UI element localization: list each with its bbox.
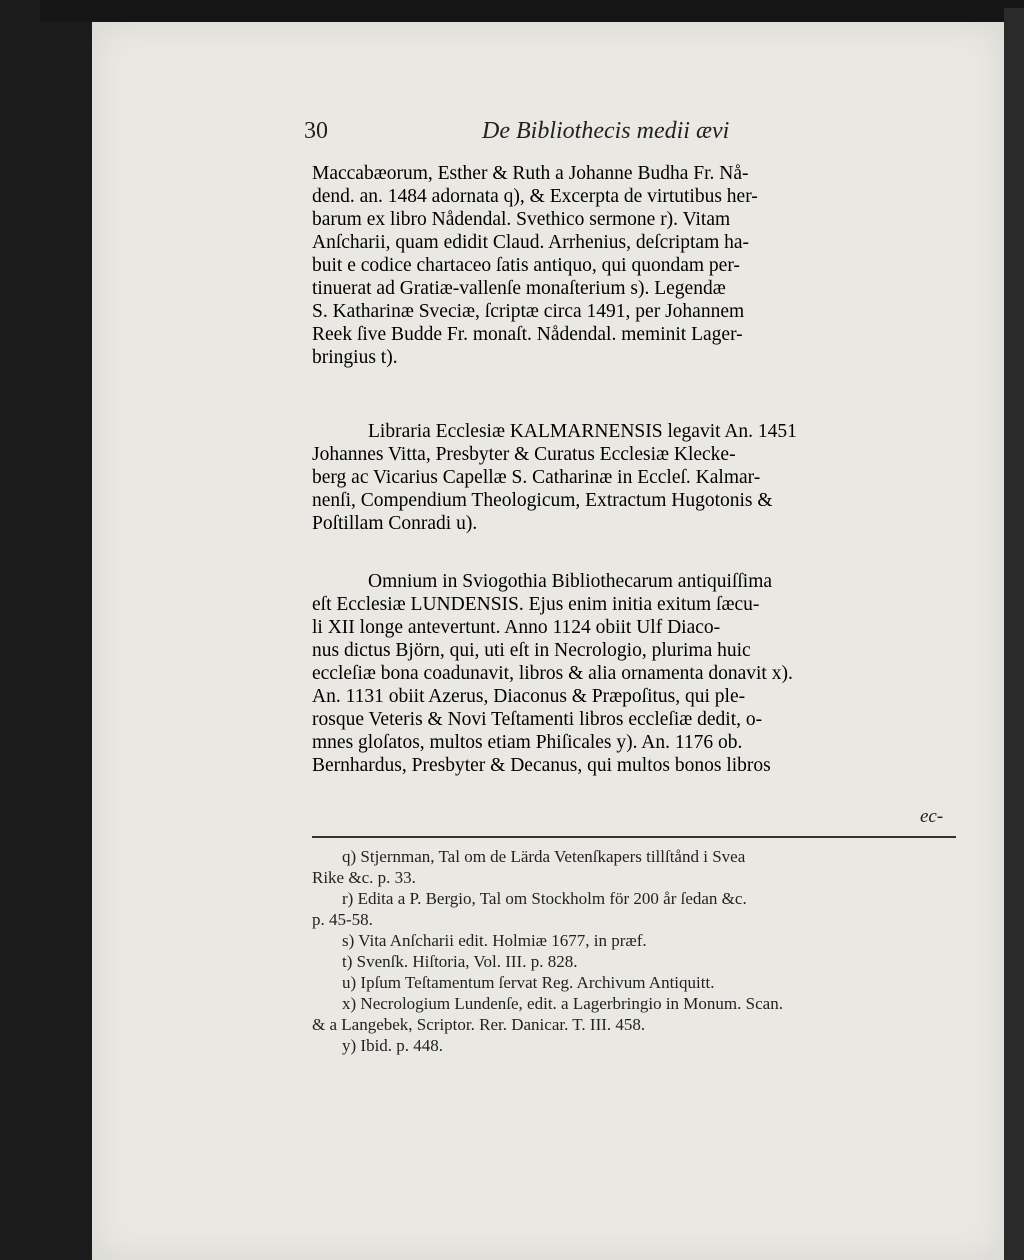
text-line: Reek ſive Budde Fr. monaſt. Nådendal. meminit Lager- (312, 324, 743, 345)
text-line: Johannes Vitta, Presbyter & Curatus Ecclesiæ Klecke- (312, 444, 736, 465)
catchword: ec- (920, 806, 944, 827)
footnote: u) Ipſum Teſtamentum ſervat Reg. Archivum Antiquitt. (342, 973, 715, 992)
footnote: q) Stjernman, Tal om de Lärda Vetenſkapers tillſtånd i Svea (342, 847, 746, 866)
text-line: An. 1131 obiit Azerus, Diaconus & Præpoſitus, qui ple- (312, 686, 746, 707)
paragraph-1 (312, 162, 952, 369)
text-line: Poſtillam Conradi u). (312, 513, 478, 534)
text-line: li XII longe antevertunt. Anno 1124 obiit Ulf Diaco- (312, 617, 721, 638)
text-line: barum ex libro Nådendal. Svethico sermone r). Vitam (312, 209, 731, 230)
footnote: y) Ibid. p. 448. (342, 1036, 444, 1055)
scanner-edge (40, 0, 1024, 22)
text-line: S. Katharinæ Sveciæ, ſcriptæ circa 1491, per Johannem (312, 301, 745, 322)
text-line: Libraria Ecclesiæ KALMARNENSIS legavit An. 1451 (368, 421, 797, 442)
paragraph-2 (312, 420, 952, 535)
text-line: mnes gloſatos, multos etiam Phiſicales y). An. 1176 ob. (312, 732, 743, 753)
text-line: dend. an. 1484 adornata q), & Excerpta de virtutibus her- (312, 186, 758, 207)
text-line: buit e codice chartaceo ſatis antiquo, qui quondam per- (312, 255, 740, 276)
footnote-continuation: Rike &c. p. 33. (312, 868, 416, 887)
footnote-continuation: p. 45-58. (312, 910, 373, 929)
text-line: eſt Ecclesiæ LUNDENSIS. Ejus enim initia exitum ſæcu- (312, 594, 760, 615)
footnote: t) Svenſk. Hiſtoria, Vol. III. p. 828. (342, 952, 578, 971)
paragraph-3 (312, 570, 952, 777)
text-line: Anſcharii, quam edidit Claud. Arrhenius, deſcriptam ha- (312, 232, 750, 253)
running-title: De Bibliothecis medii ævi (482, 118, 730, 144)
text-line: rosque Veteris & Novi Teſtamenti libros eccleſiæ dedit, o- (312, 709, 763, 730)
text-line: nenſi, Compendium Theologicum, Extractum Hugotonis & (312, 490, 773, 511)
text-line: tinuerat ad Gratiæ-vallenſe monaſterium s). Legendæ (312, 278, 726, 299)
footnote-continuation: & a Langebek, Scriptor. Rer. Danicar. T. III. 458. (312, 1015, 646, 1034)
text-line: bringius t). (312, 347, 398, 368)
footnote: x) Necrologium Lundenſe, edit. a Lagerbringio in Monum. Scan. (342, 994, 783, 1013)
text-line: eccleſiæ bona coadunavit, libros & alia ornamenta donavit x). (312, 663, 793, 684)
footnote: s) Vita Anſcharii edit. Holmiæ 1677, in præf. (342, 931, 647, 950)
text-line: Maccabæorum, Esther & Ruth a Johanne Budha Fr. Nå- (312, 163, 749, 184)
footnote-rule (312, 836, 956, 838)
text-line: berg ac Vicarius Capellæ S. Catharinæ in Eccleſ. Kalmar- (312, 467, 761, 488)
footnote: r) Edita a P. Bergio, Tal om Stockholm för 200 år ſedan &c. (342, 889, 747, 908)
footnotes (312, 846, 956, 1056)
text-line: Bernhardus, Presbyter & Decanus, qui multos bonos libros (312, 755, 771, 776)
text-line: nus dictus Björn, qui, uti eſt in Necrologio, plurima huic (312, 640, 751, 661)
page-number: 30 (304, 118, 328, 144)
text-line: Omnium in Sviogothia Bibliothecarum antiquiſſima (368, 571, 773, 592)
adjacent-page-strip (1004, 8, 1024, 1260)
